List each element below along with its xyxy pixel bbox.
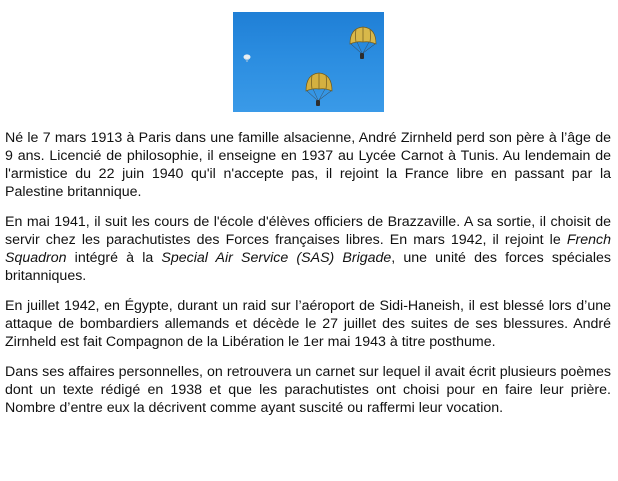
paragraph-military-training: [5, 213, 611, 285]
paragraph-part: En mai 1941, il suit les cours de l'école d'élèves officiers de Brazzaville. A sa sortie, il choisit de servir chez les parachutistes des Forces françaises libres. En mars 1942, il rejoint le: [5, 214, 611, 248]
paragraph-part: , une unité des forces spéciales britanniques.: [5, 250, 611, 284]
upper-parachute: [350, 27, 376, 59]
unit-name-french-squadron: French Squadron: [5, 232, 611, 266]
parachutes-photo: [233, 12, 384, 112]
article-body: [5, 129, 611, 429]
paragraph-legacy: Dans ses affaires personnelles, on retrouvera un carnet sur lequel il avait écrit plusieurs poèmes dont un texte rédigé en 1938 et que les parachutistes ont choisi pour en faire leur prière. Nombre d’entre eux la décrivent comme ayant suscité ou raffermi leur vocation.: [5, 364, 611, 416]
unit-name-sas-brigade: Special Air Service (SAS) Brigade: [161, 250, 392, 266]
paragraph-death: En juillet 1942, en Égypte, durant un raid sur l’aéroport de Sidi-Haneish, il est blessé lors d’une attaque de bombardiers allemands et décède le 27 juillet des suites de ses blessures. André Zirnheld est fait Compagnon de la Libération le 1er mai 1943 à titre posthume.: [5, 298, 611, 350]
paragraph-biography-early: Né le 7 mars 1913 à Paris dans une famille alsacienne, André Zirnheld perd son père à l’âge de 9 ans. Licencié de philosophie, il enseigne en 1937 au Lycée Carnot à Tunis. Au lendemain de l'armistice du 22 juin 1940 qu'il n'accepte pas, il rejoint la France libre en passant par la Palestine britannique.: [5, 130, 611, 200]
lower-parachute: [306, 73, 332, 106]
paragraph-part: intégré à la: [66, 250, 162, 266]
distant-parachute: [244, 54, 251, 62]
